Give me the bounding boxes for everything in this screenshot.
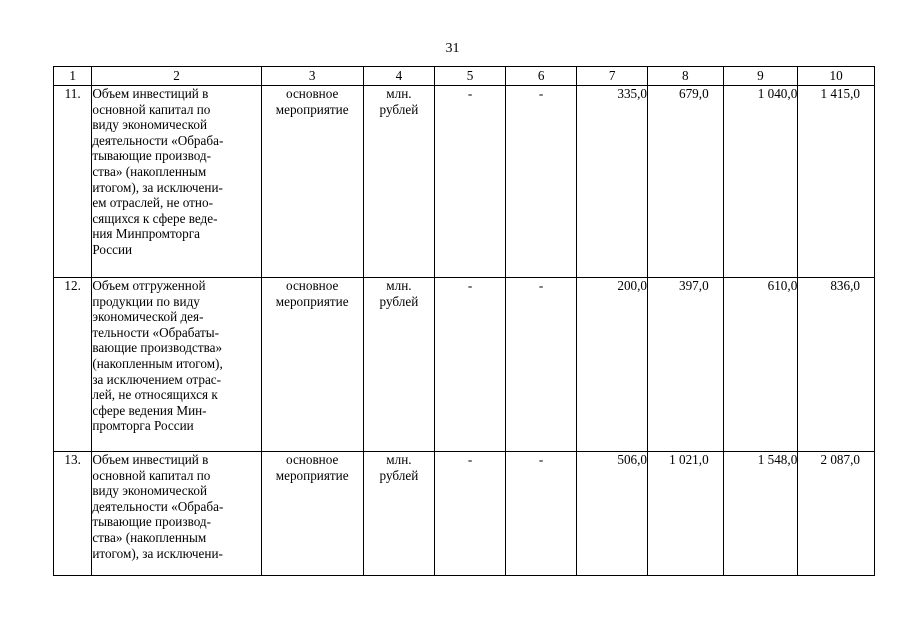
cell-col5: - (435, 278, 506, 452)
name-line: Объем отгруженной (92, 278, 206, 293)
type-line: мероприятие (275, 101, 349, 117)
activity-type (261, 452, 363, 576)
row-number: 13. (54, 452, 92, 576)
name-line: виду экономической (92, 117, 208, 133)
name-line: Объем инвестиций в (92, 452, 209, 467)
header-cell: 1 (54, 67, 92, 86)
name-line: сящихся к сфере веде- (92, 210, 218, 226)
unit-line: рублей (379, 293, 419, 309)
header-cell: 5 (435, 67, 506, 86)
cell-col7: 335,0 (577, 86, 648, 278)
header-cell: 2 (92, 67, 261, 86)
name-line: ства» (накопленным (92, 163, 207, 179)
table-row (54, 86, 875, 278)
type-line: мероприятие (275, 467, 349, 483)
name-line: ем отраслей, не отно- (92, 195, 213, 211)
header-cell: 10 (798, 67, 875, 86)
cell-col10: 2 087,0 (798, 452, 875, 576)
name-line: основной капитал по (92, 101, 211, 117)
name-line: промторга России (92, 418, 194, 434)
activity-type (261, 86, 363, 278)
unit-line: млн. (386, 452, 412, 467)
table-row (54, 452, 875, 576)
indicator-name (92, 452, 261, 576)
page-number: 31 (445, 41, 460, 56)
name-line: продукции по виду (92, 293, 200, 309)
cell-col8: 679,0 (648, 86, 724, 278)
cell-col8: 397,0 (648, 278, 724, 452)
type-line: основное (286, 278, 339, 293)
row-number: 12. (54, 278, 92, 452)
name-line: деятельности «Обраба- (92, 132, 224, 148)
name-line: тельности «Обрабаты- (92, 324, 219, 340)
name-line: Объем инвестиций в (92, 86, 209, 101)
unit-line: млн. (386, 86, 412, 101)
header-cell: 6 (505, 67, 577, 86)
header-row (54, 67, 875, 86)
unit (363, 452, 435, 576)
name-line: итогом), за исключени- (92, 545, 223, 561)
indicator-name (92, 278, 261, 452)
name-line: лей, не относящихся к (92, 387, 218, 403)
table-row (54, 278, 875, 452)
header-cell: 7 (577, 67, 648, 86)
header-cell: 9 (723, 67, 798, 86)
name-line: сфере ведения Мин- (92, 402, 207, 418)
unit-line: рублей (379, 101, 419, 117)
indicators-table (53, 66, 875, 576)
name-line: итогом), за исключени- (92, 179, 223, 195)
name-line: (накопленным итогом), (92, 355, 223, 371)
cell-col9: 1 040,0 (723, 86, 798, 278)
cell-col10: 836,0 (798, 278, 875, 452)
cell-col10: 1 415,0 (798, 86, 875, 278)
name-line: за исключением отрас- (92, 371, 222, 387)
activity-type (261, 278, 363, 452)
name-line: экономической дея- (92, 309, 204, 325)
name-line: виду экономической (92, 483, 208, 499)
type-line: основное (286, 452, 339, 467)
row-number: 11. (54, 86, 92, 278)
cell-col7: 200,0 (577, 278, 648, 452)
cell-col5: - (435, 452, 506, 576)
name-line: вающие производства» (92, 340, 223, 356)
cell-col9: 1 548,0 (723, 452, 798, 576)
indicator-name (92, 86, 261, 278)
name-line: России (92, 241, 133, 257)
unit (363, 86, 435, 278)
header-cell: 3 (261, 67, 363, 86)
unit (363, 278, 435, 452)
name-line: ния Минпромторга (92, 226, 201, 242)
unit-line: рублей (379, 467, 419, 483)
name-line: деятельности «Обраба- (92, 498, 224, 514)
header-cell: 4 (363, 67, 435, 86)
name-line: основной капитал по (92, 467, 211, 483)
unit-line: млн. (386, 278, 412, 293)
cell-col7: 506,0 (577, 452, 648, 576)
name-line: ства» (накопленным (92, 529, 207, 545)
type-line: основное (286, 86, 339, 101)
type-line: мероприятие (275, 293, 349, 309)
cell-col8: 1 021,0 (648, 452, 724, 576)
cell-col6: - (505, 278, 577, 452)
header-cell: 8 (648, 67, 724, 86)
cell-col6: - (505, 86, 577, 278)
name-line: тывающие производ- (92, 148, 212, 164)
cell-col5: - (435, 86, 506, 278)
cell-col6: - (505, 452, 577, 576)
name-line: тывающие производ- (92, 514, 212, 530)
cell-col9: 610,0 (723, 278, 798, 452)
